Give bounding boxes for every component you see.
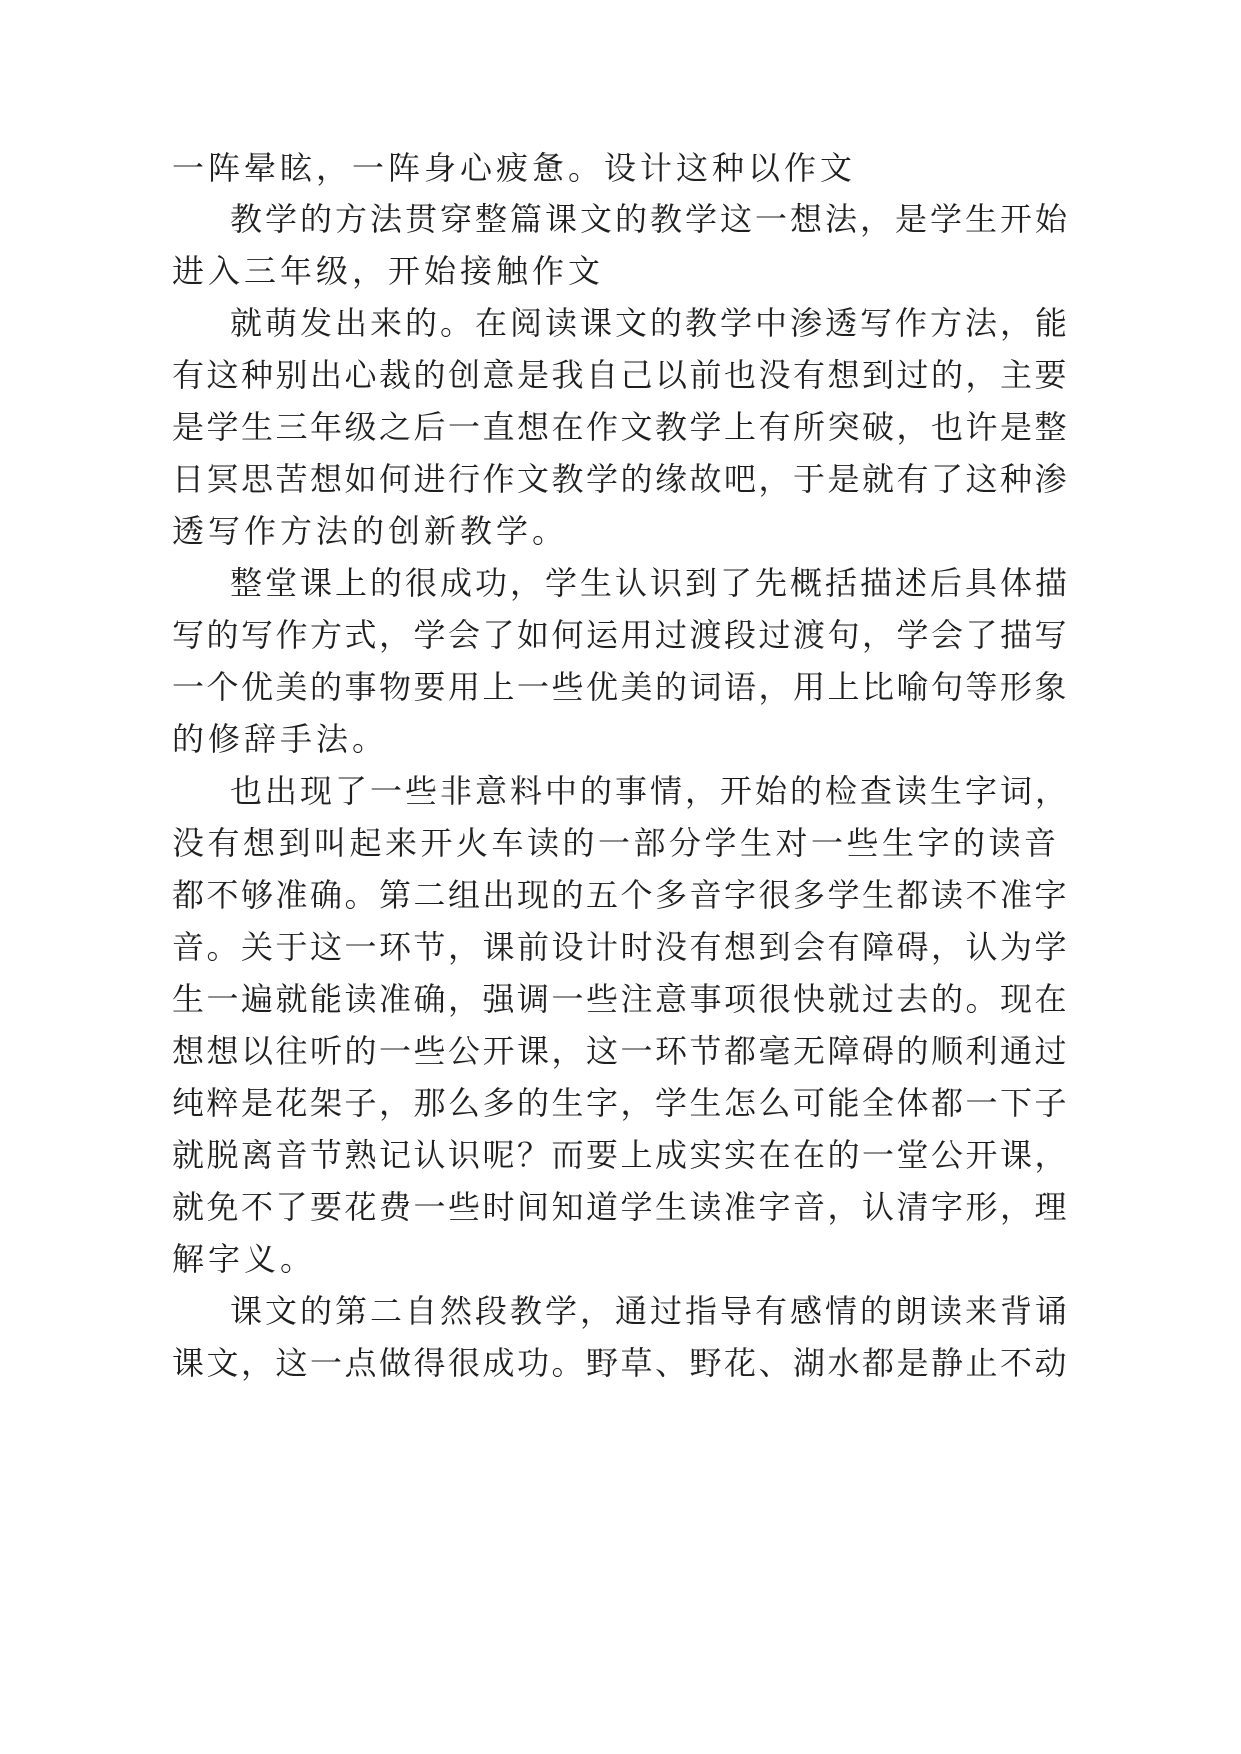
text-line: 一个优美的事物要用上一些优美的词语，用上比喻句等形象 — [172, 668, 1070, 706]
text-line: 课文，这一点做得很成功。野草、野花、湖水都是静止不动 — [172, 1344, 1070, 1382]
text-line: 都不够准确。第二组出现的五个多音字很多学生都读不准字 — [172, 876, 1070, 914]
text-line: 生一遍就能读准确，强调一些注意事项很快就过去的。现在 — [172, 980, 1070, 1018]
text-line: 就免不了要花费一些时间知道学生读准字音，认清字形，理 — [172, 1188, 1070, 1226]
text-line: 课文的第二自然段教学，通过指导有感情的朗读来背诵 — [230, 1292, 1071, 1330]
text-line: 音。关于这一环节，课前设计时没有想到会有障碍，认为学 — [172, 928, 1070, 966]
text-line: 的修辞手法。 — [172, 720, 389, 758]
text-line: 没有想到叫起来开火车读的一部分学生对一些生字的读音 — [172, 824, 1060, 862]
text-line: 一阵晕眩，一阵身心疲惫。设计这种以作文 — [172, 149, 857, 187]
text-line: 也出现了一些非意料中的事情，开始的检查读生字词， — [230, 772, 1071, 810]
text-line: 日冥思苦想如何进行作文教学的缘故吧，于是就有了这种渗 — [172, 460, 1070, 498]
text-line: 写的写作方式，学会了如何运用过渡段过渡句，学会了描写 — [172, 616, 1070, 654]
text-line: 解字义。 — [172, 1240, 317, 1278]
text-line: 进入三年级，开始接触作文 — [172, 252, 605, 290]
text-line: 透写作方法的创新教学。 — [172, 512, 569, 550]
text-line: 就萌发出来的。在阅读课文的教学中渗透写作方法，能 — [230, 304, 1071, 342]
text-line: 想想以往听的一些公开课，这一环节都毫无障碍的顺利通过 — [172, 1032, 1070, 1070]
text-line: 整堂课上的很成功，学生认识到了先概括描述后具体描 — [230, 564, 1071, 602]
text-line: 就脱离音节熟记认识呢？而要上成实实在在的一堂公开课， — [172, 1136, 1070, 1174]
text-line: 是学生三年级之后一直想在作文教学上有所突破，也许是整 — [172, 408, 1070, 446]
text-line: 有这种别出心裁的创意是我自己以前也没有想到过的，主要 — [172, 356, 1070, 394]
text-line: 教学的方法贯穿整篇课文的教学这一想法，是学生开始 — [230, 200, 1071, 238]
text-line: 纯粹是花架子，那么多的生字，学生怎么可能全体都一下子 — [172, 1084, 1070, 1122]
